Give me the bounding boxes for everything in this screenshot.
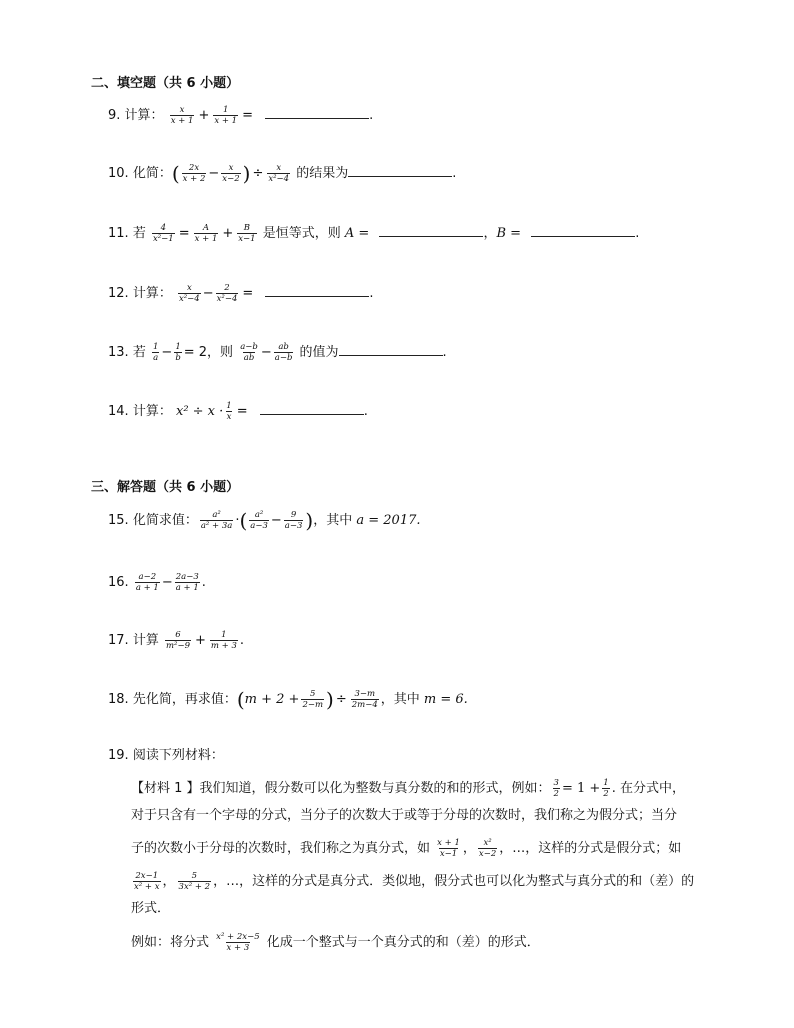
fraction: $\frac{x}{x-2}$ (222, 163, 240, 184)
section-heading-fill: 二、填空题（共 6 小题） (91, 76, 240, 91)
question-lead: 若 (132, 226, 146, 241)
question-14: 14. 计算： x² ÷ x · $\frac{1}{x}$ = . (108, 401, 368, 422)
question-19 (108, 747, 224, 765)
label-b: B = (496, 226, 522, 241)
expression: x² ÷ x · (175, 404, 224, 419)
material-line-4: $\frac{2x-1}{\text{x² + x}}$ ， $\frac{5}{\text{3x² + 2}}$ ，…，这样的分式是真分式．类似地，假分式也可以化为整式与真分式的和（差）的 (134, 871, 695, 892)
question-number: 12. (108, 286, 129, 301)
question-18: 18. 先化简，再求值：(m + 2 + $\frac{5}{2-m}$ ) ÷ $\frac{3-m}{2m-4}$ ，其中 m = 6. (108, 687, 468, 712)
question-number: 15. (108, 513, 129, 528)
question-13: 13. 若 $\frac{1}{a}$ − $\frac{1}{b}$ = 2，则 $\frac{a-b}{ab}$ − $\frac{ab}{a-b}$ 的值为 . (108, 342, 447, 363)
question-lead: 计算： (132, 286, 172, 301)
question-number: 10. (108, 166, 129, 181)
material-line-3: 子的次数小于分母的次数时，我们称之为真分式，如 $\frac{x + 1}{x-1}$ ， $\frac{\text{x²}}{x-2}$ ，…，这样的分式是假分式；如 (131, 838, 682, 859)
fraction: $\frac{5}{\text{3x² + 2}}$ (178, 871, 211, 892)
section-heading-solve: 三、解答题（共 6 小题） (91, 480, 240, 495)
question-lead: 计算： (124, 108, 164, 123)
fraction: $\frac{1}{x}$ (226, 401, 232, 422)
fraction: $\frac{4}{\text{x²−1}}$ (152, 223, 174, 244)
fraction: $\frac{B}{x-1}$ (238, 223, 256, 244)
fraction: $\frac{2a-3}{a + 1}$ (175, 572, 199, 593)
question-16: 16. $\frac{a-2}{a + 1}$ − $\frac{2a-3}{a + 1}$ . (108, 572, 206, 593)
question-tail: ，其中 (380, 692, 420, 707)
label-a: A = (344, 226, 370, 241)
text: . 在分式中， (611, 781, 685, 796)
question-number: 16. (108, 575, 129, 590)
question-lead: 计算 (132, 633, 159, 648)
fraction: $\frac{\text{x²}}{x-2}$ (478, 838, 497, 859)
question-number: 14. (108, 404, 129, 419)
text: 例如：将分式 (131, 935, 210, 950)
fraction: $\frac{x}{x + 1}$ (170, 105, 194, 126)
question-15: 15. 化简求值： $\frac{\text{a²}}{\text{a² + 3a}}$ ·( $\frac{\text{a²}}{a-3}$ − $\frac{9}{a-3}$ )，其中 a = 2017. (108, 508, 421, 533)
text: = 1 + (561, 781, 601, 796)
fraction: $\frac{1}{m + 3}$ (210, 630, 237, 651)
question-9: 9. 计算： $\frac{x}{x + 1}$ + $\frac{1}{x + 1}$ = . (108, 105, 374, 126)
question-number: 9. (108, 108, 121, 123)
fraction: $\frac{a-b}{ab}$ (240, 342, 258, 363)
question-lead: 计算： (132, 404, 172, 419)
material-line-2: 对于只含有一个字母的分式，当分子的次数大于或等于分母的次数时，我们称之为假分式；当分 (131, 808, 678, 823)
fraction: $\frac{A}{x + 1}$ (194, 223, 218, 244)
question-lead: 化简： (132, 166, 172, 181)
condition: m = 6. (423, 692, 468, 707)
answer-blank-a[interactable] (379, 222, 483, 237)
question-10: 10. 化简：( $\frac{2x}{x + 2}$ − $\frac{x}{x-2}$ ) ÷ $\frac{x}{\text{x²−4}}$ 的结果为 . (108, 161, 457, 186)
question-tail: 的值为 (299, 345, 339, 360)
fraction: $\frac{6}{\text{m²−9}}$ (165, 630, 190, 651)
question-number: 17. (108, 633, 129, 648)
fraction: $\frac{\text{x² + 2x−5}}{x + 3}$ (216, 932, 260, 953)
text: ，…，这样的分式是假分式；如 (499, 841, 682, 856)
answer-blank[interactable] (339, 341, 443, 356)
question-lead: 先化简，再求值： (132, 692, 237, 707)
fraction: $\frac{2x}{x + 2}$ (182, 163, 206, 184)
fraction: $\frac{1}{x + 1}$ (214, 105, 238, 126)
material-line-5: 形式． (131, 901, 171, 916)
fraction: $\frac{x}{\text{x²−4}}$ (178, 283, 200, 304)
fraction: $\frac{2}{\text{x²−4}}$ (216, 283, 238, 304)
fraction: $\frac{9}{a-3}$ (284, 510, 303, 531)
fraction: $\frac{1}{2}$ (603, 778, 609, 799)
answer-blank[interactable] (260, 400, 364, 415)
question-12: 12. 计算： $\frac{x}{\text{x²−4}}$ − $\frac{2}{\text{x²−4}}$ = . (108, 283, 374, 304)
fraction: $\frac{ab}{a-b}$ (274, 342, 293, 363)
answer-blank[interactable] (265, 282, 369, 297)
fraction: $\frac{5}{2-m}$ (302, 689, 324, 710)
text: 子的次数小于分母的次数时，我们称之为真分式，如 (131, 841, 431, 856)
fraction: $\frac{a-2}{a + 1}$ (135, 572, 159, 593)
fraction: $\frac{1}{b}$ (175, 342, 181, 363)
fraction: $\frac{3}{2}$ (553, 778, 559, 799)
answer-blank[interactable] (265, 104, 369, 119)
text: 【材料 1 】我们知道，假分数可以化为整数与真分数的和的形式，例如： (131, 781, 551, 796)
question-number: 11. (108, 226, 129, 241)
question-tail: 的结果为 (296, 166, 349, 181)
fraction: $\frac{x}{\text{x²−4}}$ (268, 163, 290, 184)
condition: a = 2017. (356, 513, 421, 528)
text: 化成一个整式与一个真分式的和（差）的形式． (266, 935, 540, 950)
material-line-1 (131, 778, 685, 799)
question-11: 11. 若 $\frac{4}{\text{x²−1}}$ = $\frac{A}{x + 1}$ + $\frac{B}{x-1}$ 是恒等式，则 A = ，B = . (108, 223, 640, 244)
question-number: 19. (108, 748, 129, 763)
fraction: $\frac{\text{a²}}{\text{a² + 3a}}$ (200, 510, 233, 531)
question-17: 17. 计算 $\frac{6}{\text{m²−9}}$ + $\frac{1}{m + 3}$ . (108, 630, 245, 651)
fraction: $\frac{3-m}{2m-4}$ (351, 689, 378, 710)
question-number: 13. (108, 345, 129, 360)
material-line-6 (131, 932, 540, 953)
text: ，…，这样的分式是真分式．类似地，假分式也可以化为整式与真分式的和（差）的 (213, 874, 695, 889)
question-mid: 是恒等式，则 (262, 226, 341, 241)
question-lead: 阅读下列材料： (132, 748, 224, 763)
question-number: 18. (108, 692, 129, 707)
answer-blank[interactable] (348, 162, 452, 177)
fraction: $\frac{2x-1}{\text{x² + x}}$ (134, 871, 160, 892)
fraction: $\frac{\text{a²}}{a-3}$ (250, 510, 268, 531)
expression: m + 2 + (244, 692, 300, 707)
question-lead: 若 (132, 345, 146, 360)
fraction: $\frac{1}{a}$ (152, 342, 159, 363)
question-eq: = 2，则 (183, 345, 234, 360)
question-lead: 化简求值： (132, 513, 198, 528)
answer-blank-b[interactable] (531, 222, 635, 237)
fraction: $\frac{x + 1}{x-1}$ (437, 838, 460, 859)
question-tail: ，其中 (313, 513, 353, 528)
